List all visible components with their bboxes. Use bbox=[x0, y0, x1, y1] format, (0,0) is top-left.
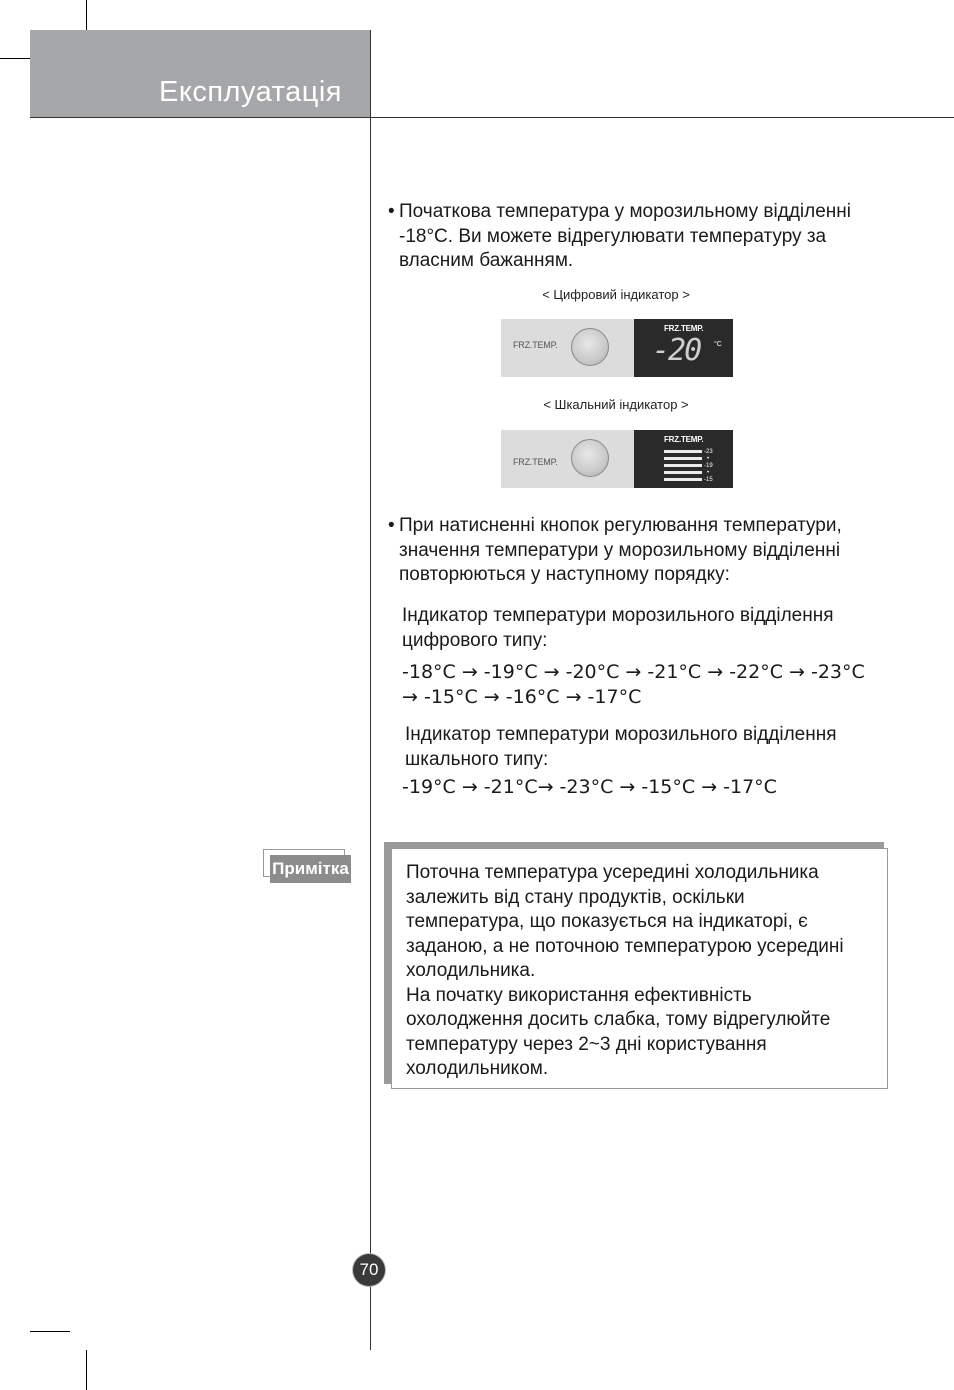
degree-unit: °C bbox=[714, 341, 722, 348]
frz-temp-button bbox=[571, 439, 609, 477]
crop-mark-top-vertical bbox=[86, 0, 87, 30]
text-line: холодильником. bbox=[406, 1058, 549, 1079]
display-title: FRZ.TEMP. bbox=[664, 435, 704, 444]
text-line: власним бажанням. bbox=[399, 250, 574, 271]
control-panel-left bbox=[501, 319, 634, 377]
display-screen bbox=[634, 430, 733, 488]
digital-indicator-panel bbox=[501, 319, 733, 377]
page-title: Експлуатація bbox=[159, 76, 342, 108]
column-divider bbox=[370, 30, 371, 1350]
text-line: температуру через 2~3 дні користування bbox=[406, 1033, 767, 1055]
page-number: 70 bbox=[353, 1254, 385, 1286]
section-header bbox=[30, 30, 370, 117]
note-tag: Примітка bbox=[270, 855, 351, 883]
temperature-readout: -20 bbox=[652, 333, 701, 368]
text-line: Початкова температура у морозильному відділенні bbox=[399, 201, 852, 222]
crop-mark-bottom-horizontal bbox=[30, 1331, 70, 1332]
text-line: заданою, а не поточною температурою усередині bbox=[406, 935, 844, 957]
text-line: Індикатор температури морозильного відділення bbox=[405, 724, 837, 745]
text-line: повторюються у наступному порядку: bbox=[399, 564, 730, 585]
scale-indicator-caption: < Шкальний індикатор > bbox=[543, 397, 689, 412]
frz-temp-label: FRZ.TEMP. bbox=[513, 457, 558, 467]
scale-bar bbox=[664, 471, 702, 474]
note-box bbox=[391, 848, 888, 1089]
scale-label: -19 bbox=[704, 463, 713, 469]
digital-sequence-line: -18°C → -19°C → -20°C → -21°C → -22°C → -23°C bbox=[402, 661, 865, 683]
scale-sequence-heading bbox=[405, 723, 925, 772]
text-line: На початку використання ефективність bbox=[406, 984, 752, 1006]
header-rule bbox=[30, 117, 954, 118]
text-line: Індикатор температури морозильного відділення bbox=[402, 605, 834, 626]
scale-bar bbox=[664, 478, 702, 481]
scale-sequence-line: -19°C → -21°C→ -23°C → -15°C → -17°C bbox=[402, 776, 777, 798]
text-line: цифрового типу: bbox=[402, 629, 548, 651]
text-line: шкального типу: bbox=[405, 748, 549, 770]
scale-label: -23 bbox=[704, 449, 713, 455]
scale-bar bbox=[664, 457, 702, 460]
digital-sequence-line: → -15°C → -16°C → -17°C bbox=[402, 686, 642, 708]
text-line: При натисненні кнопок регулювання температури, bbox=[399, 515, 842, 536]
frz-temp-label: FRZ.TEMP. bbox=[513, 340, 558, 350]
crop-mark-bottom-vertical bbox=[86, 1350, 87, 1390]
text-line: -18°C. Ви можете відрегулювати температуру за bbox=[399, 225, 827, 247]
control-panel-left bbox=[501, 430, 634, 488]
note-text bbox=[406, 861, 884, 1082]
text-line: Поточна температура усередині холодильника bbox=[406, 862, 819, 883]
text-line: залежить від стану продуктів, оскільки bbox=[406, 886, 745, 908]
digital-sequence-heading bbox=[402, 604, 922, 653]
scale-indicator-panel bbox=[501, 430, 733, 488]
scale-label: • bbox=[707, 470, 710, 476]
scale-label: • bbox=[707, 456, 710, 462]
text-line: значення температури у морозильному відділенні bbox=[399, 539, 841, 561]
scale-bar bbox=[664, 464, 702, 467]
scale-label: -15 bbox=[704, 477, 713, 483]
display-screen bbox=[634, 319, 733, 377]
bullet: • bbox=[388, 515, 395, 536]
scale-bar bbox=[664, 450, 702, 453]
bullet: • bbox=[388, 201, 395, 222]
display-title: FRZ.TEMP. bbox=[664, 324, 704, 333]
digital-indicator-caption: < Цифровий індикатор > bbox=[542, 287, 690, 302]
text-line: холодильника. bbox=[406, 960, 536, 981]
sequence-intro-paragraph bbox=[399, 514, 919, 588]
text-line: температура, що показується на індикаторі, є bbox=[406, 911, 808, 932]
text-line: охолодження досить слабка, тому відрегулюйте bbox=[406, 1009, 831, 1030]
frz-temp-button bbox=[571, 328, 609, 366]
intro-paragraph bbox=[399, 200, 919, 274]
